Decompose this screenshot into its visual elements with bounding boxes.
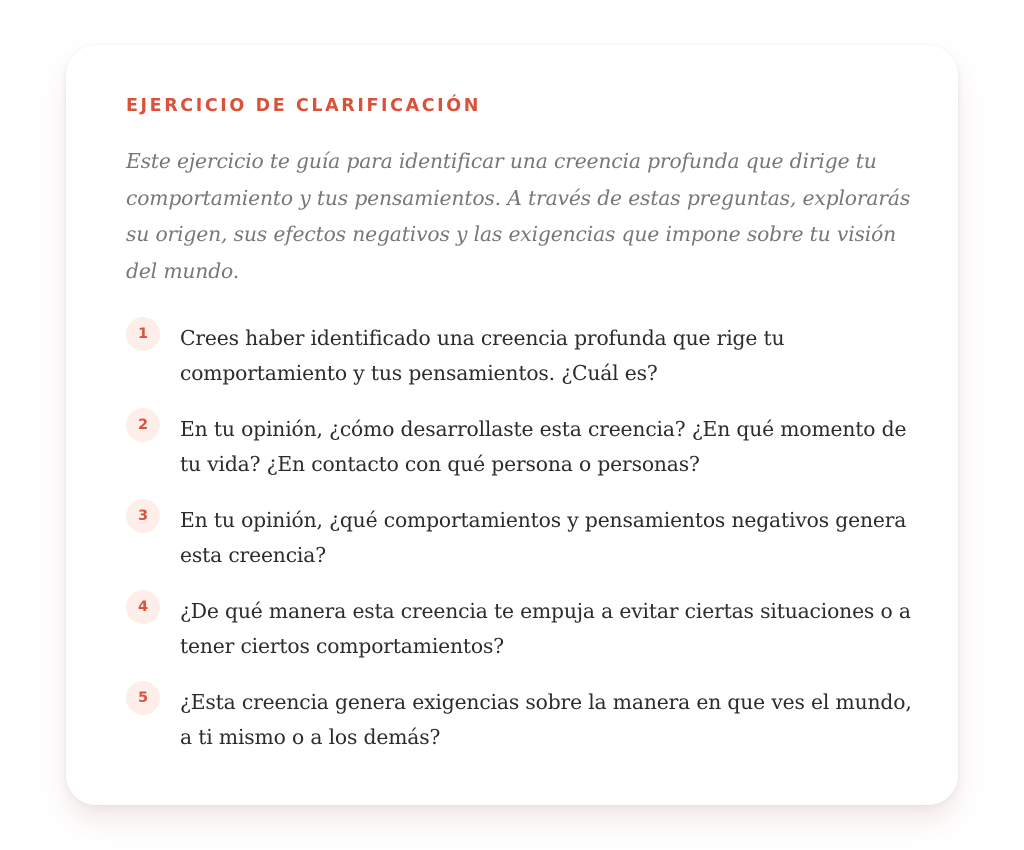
exercise-eyebrow: EJERCICIO DE CLARIFICACIÓN <box>126 96 481 116</box>
question-text: En tu opinión, ¿qué comportamientos y pensamientos negativos genera esta creencia? <box>180 508 907 567</box>
question-text: ¿De qué manera esta creencia te empuja a evitar ciertas situaciones o a tener ciertos comportamientos? <box>180 599 911 658</box>
question-text: En tu opinión, ¿cómo desarrollaste esta creencia? ¿En qué momento de tu vida? ¿En contacto con qué persona o personas? <box>180 417 907 476</box>
question-item <box>126 590 926 681</box>
question-number-badge: 4 <box>126 590 160 624</box>
exercise-intro: Este ejercicio te guía para identificar una creencia profunda que dirige tu comportamiento y tus pensamientos. A través de estas preguntas, explorarás su origen, sus efectos negativos y las exigencias que impone sobre tu visión del mundo. <box>126 149 911 283</box>
question-item <box>126 317 926 408</box>
question-text: Crees haber identificado una creencia profunda que rige tu comportamiento y tus pensamientos. ¿Cuál es? <box>180 326 785 385</box>
question-item <box>126 408 926 499</box>
question-list <box>126 317 926 772</box>
question-number-badge: 5 <box>126 681 160 715</box>
question-item <box>126 499 926 590</box>
question-number-badge: 1 <box>126 317 160 351</box>
question-number-badge: 2 <box>126 408 160 442</box>
question-number-badge: 3 <box>126 499 160 533</box>
exercise-card <box>66 45 958 805</box>
question-item <box>126 681 926 772</box>
question-text: ¿Esta creencia genera exigencias sobre la manera en que ves el mundo, a ti mismo o a los demás? <box>180 690 912 749</box>
